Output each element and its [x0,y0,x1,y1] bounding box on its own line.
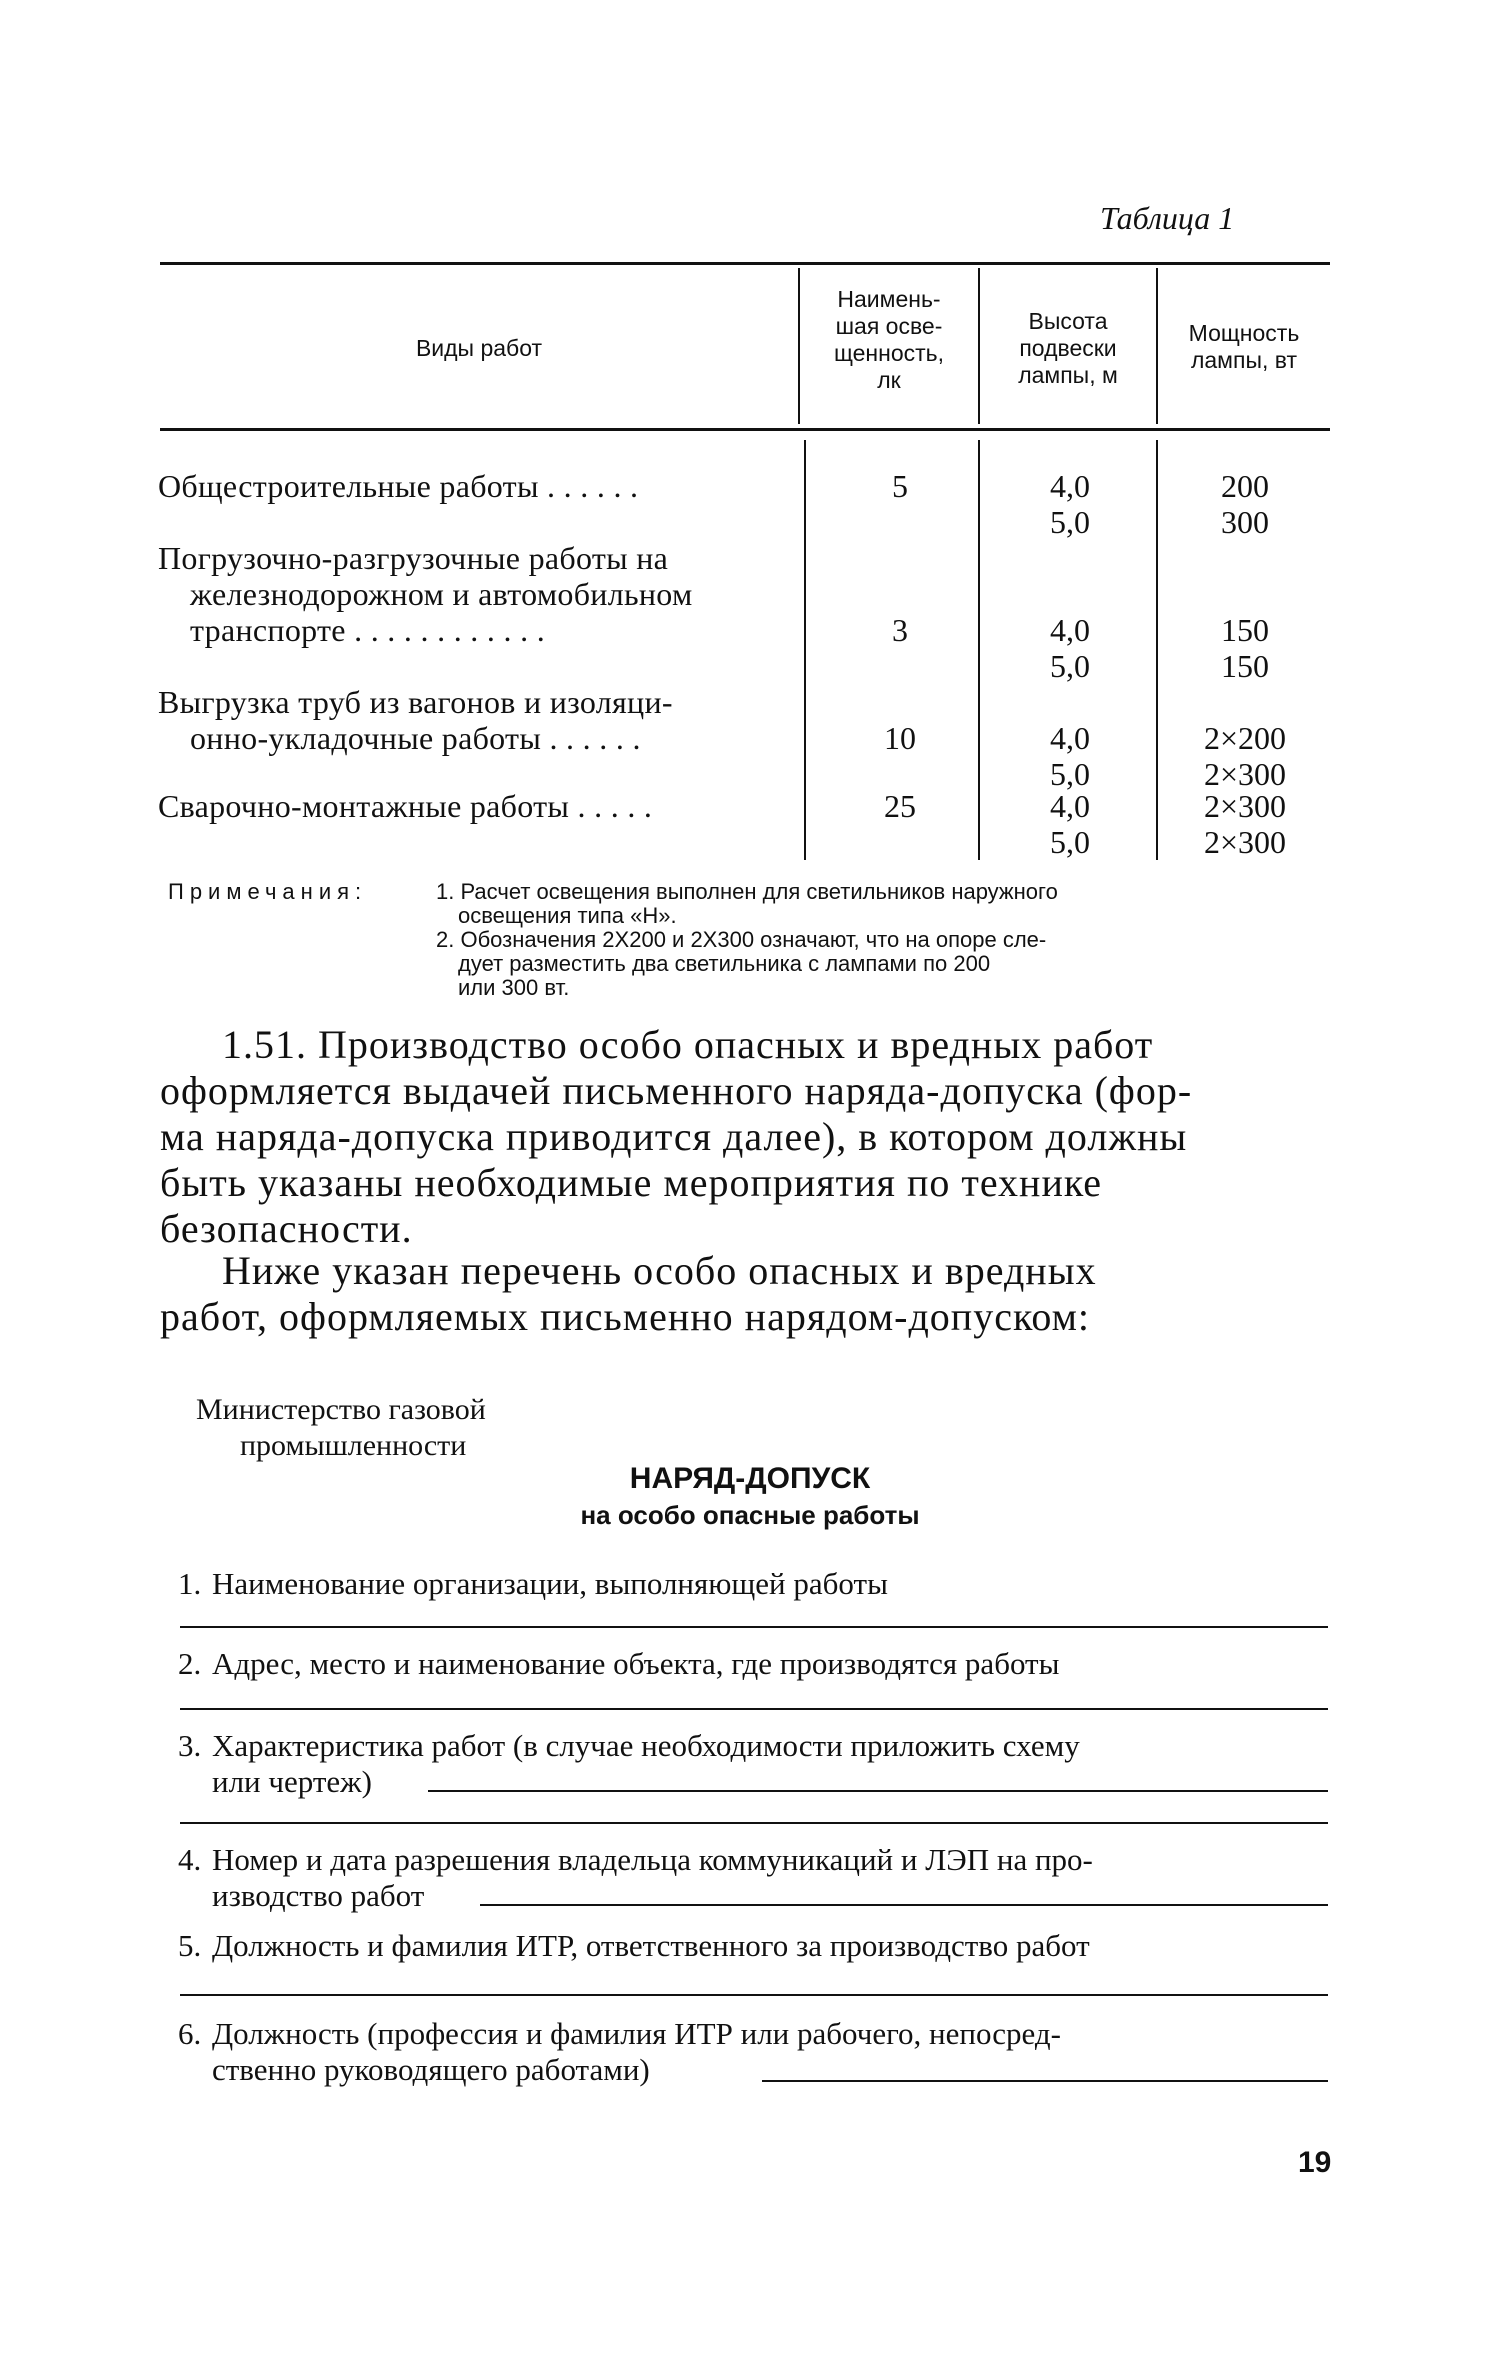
form-item: 5. Должность и фамилия ИТР, ответственного за производство работ [178,1928,1090,1963]
fill-line [428,1790,1328,1792]
page-number: 19 [1298,2146,1332,2179]
table-cell-illuminance: 3 [892,612,908,648]
fill-line [180,1626,1328,1628]
table-cell-illuminance: 5 [892,468,908,504]
table-top-rule [160,262,1330,265]
header-height: Высота подвески лампы, м [1018,308,1118,388]
table-cell-power: 2×200 2×300 [1203,720,1287,792]
form-item: 3. Характеристика работ (в случае необходимости приложить схему или чертеж) [178,1728,1080,1799]
table-row-label: Погрузочно-разгрузочные работы на железнодорожном и автомобильном транспорте . . . . . . . . . . . . [158,540,693,648]
fill-line [180,1708,1328,1710]
paragraph-list-intro: Ниже указан перечень особо опасных и вредных работ, оформляемых письменно нарядом-допуском: [160,1248,1097,1339]
table-cell-height: 4,0 5,0 [1050,788,1090,860]
paragraph-1-51: 1.51. Производство особо опасных и вредных работ оформляется выдачей письменного наряда-допуска (фор- ма наряда-допуска приводится далее), в котором должны быть указаны необходимые мероприятия по технике безопасности. [160,1022,1193,1251]
table-row-label: Сварочно-монтажные работы . . . . . [158,788,653,824]
body-divider-1 [804,440,806,860]
table-cell-power: 150 150 [1221,612,1269,684]
form-item: 1. Наименование организации, выполняющей работы [178,1566,888,1601]
table-cell-power: 200 300 [1221,468,1269,540]
notes-label: Примечания: [168,879,368,904]
fill-line [762,2080,1328,2082]
ministry-name: Министерство газовой промышленности [196,1393,486,1462]
header-illuminance: Наимень- шая осве- щенность, лк [833,286,945,393]
table-row-label: Общестроительные работы . . . . . . [158,468,639,504]
table-cell-illuminance: 10 [884,720,916,756]
table-cell-power: 2×300 2×300 [1203,788,1287,860]
form-title: НАРЯД-ДОПУСК [629,1462,871,1495]
table-notes: Примечания: 1. Расчет освещения выполнен для светильников наружного освещения типа «Н». 2. Обозначения 2Х200 и 2Х300 означают, что на опоре сле- дует разместить два светильника с лампами по 200 или 300 вт. [168,879,1058,1000]
table-cell-height: 4,0 5,0 [1050,612,1090,684]
fill-line [180,1994,1328,1996]
table-cell-illuminance: 25 [884,788,916,824]
table-caption: Таблица 1 [1100,200,1235,236]
table-row-label: Выгрузка труб из вагонов и изоляци- онно-укладочные работы . . . . . . [158,684,673,756]
form-item: 4. Номер и дата разрешения владельца коммуникаций и ЛЭП на про- изводство работ [178,1842,1093,1913]
fill-line [480,1904,1328,1906]
form-item: 6. Должность (профессия и фамилия ИТР или рабочего, непосред- ственно руководящего работами) [178,2016,1061,2087]
form-subtitle: на особо опасные работы [580,1500,920,1530]
header-power: Мощность лампы, вт [1188,320,1300,373]
table-header-rule [160,428,1330,431]
header-work-type: Виды работ [415,335,543,361]
fill-line [180,1822,1328,1824]
table-cell-height: 4,0 5,0 [1050,468,1090,540]
body-divider-3 [1156,440,1158,860]
form-item: 2. Адрес, место и наименование объекта, где производятся работы [178,1646,1060,1681]
table-cell-height: 4,0 5,0 [1050,720,1090,792]
